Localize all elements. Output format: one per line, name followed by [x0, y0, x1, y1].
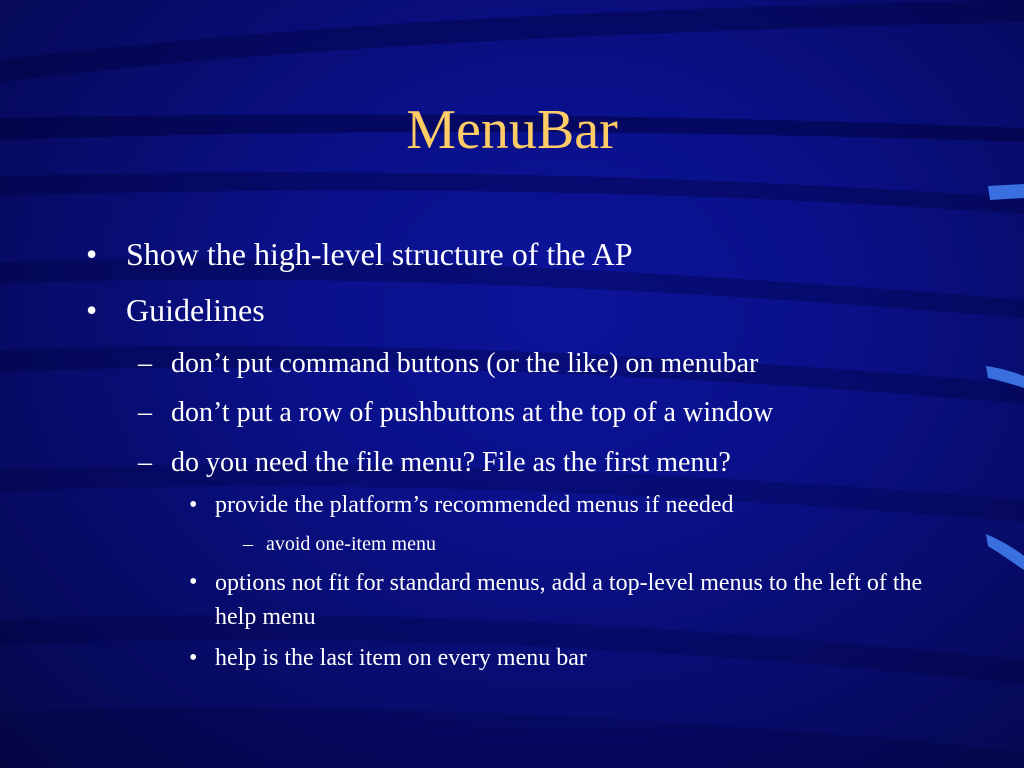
bullet-marker: • — [86, 292, 98, 328]
sub-bullet-text: do you need the file menu? File as the first menu? — [171, 447, 731, 478]
level4-bullet-text: avoid one-item menu — [266, 533, 436, 555]
sub-sub-bullet-text: provide the platform’s recommended menus if needed — [215, 492, 734, 518]
slide-title: MenuBar — [406, 99, 618, 161]
sub-bullet-marker: – — [138, 397, 152, 428]
sub-bullet-text: don’t put command buttons (or the like) on menubar — [171, 348, 759, 379]
sub-sub-bullet-marker: • — [189, 569, 198, 595]
sub-sub-bullet-text: options not fit for standard menus, add a top-level menus to the left of the help menu — [215, 570, 923, 630]
sub-bullet-marker: – — [138, 447, 152, 478]
sub-sub-bullet-marker: • — [189, 645, 198, 671]
bullet-text: Show the high-level structure of the AP — [126, 236, 633, 272]
bullet-marker: • — [86, 236, 98, 272]
level4-bullet-marker: – — [243, 533, 253, 555]
sub-sub-bullet-marker: • — [189, 492, 198, 518]
sub-bullet-marker: – — [138, 348, 152, 379]
bullet-text: Guidelines — [126, 292, 265, 328]
sub-bullet-text: don’t put a row of pushbuttons at the top of a window — [171, 397, 774, 428]
sub-sub-bullet-text: help is the last item on every menu bar — [215, 645, 587, 671]
